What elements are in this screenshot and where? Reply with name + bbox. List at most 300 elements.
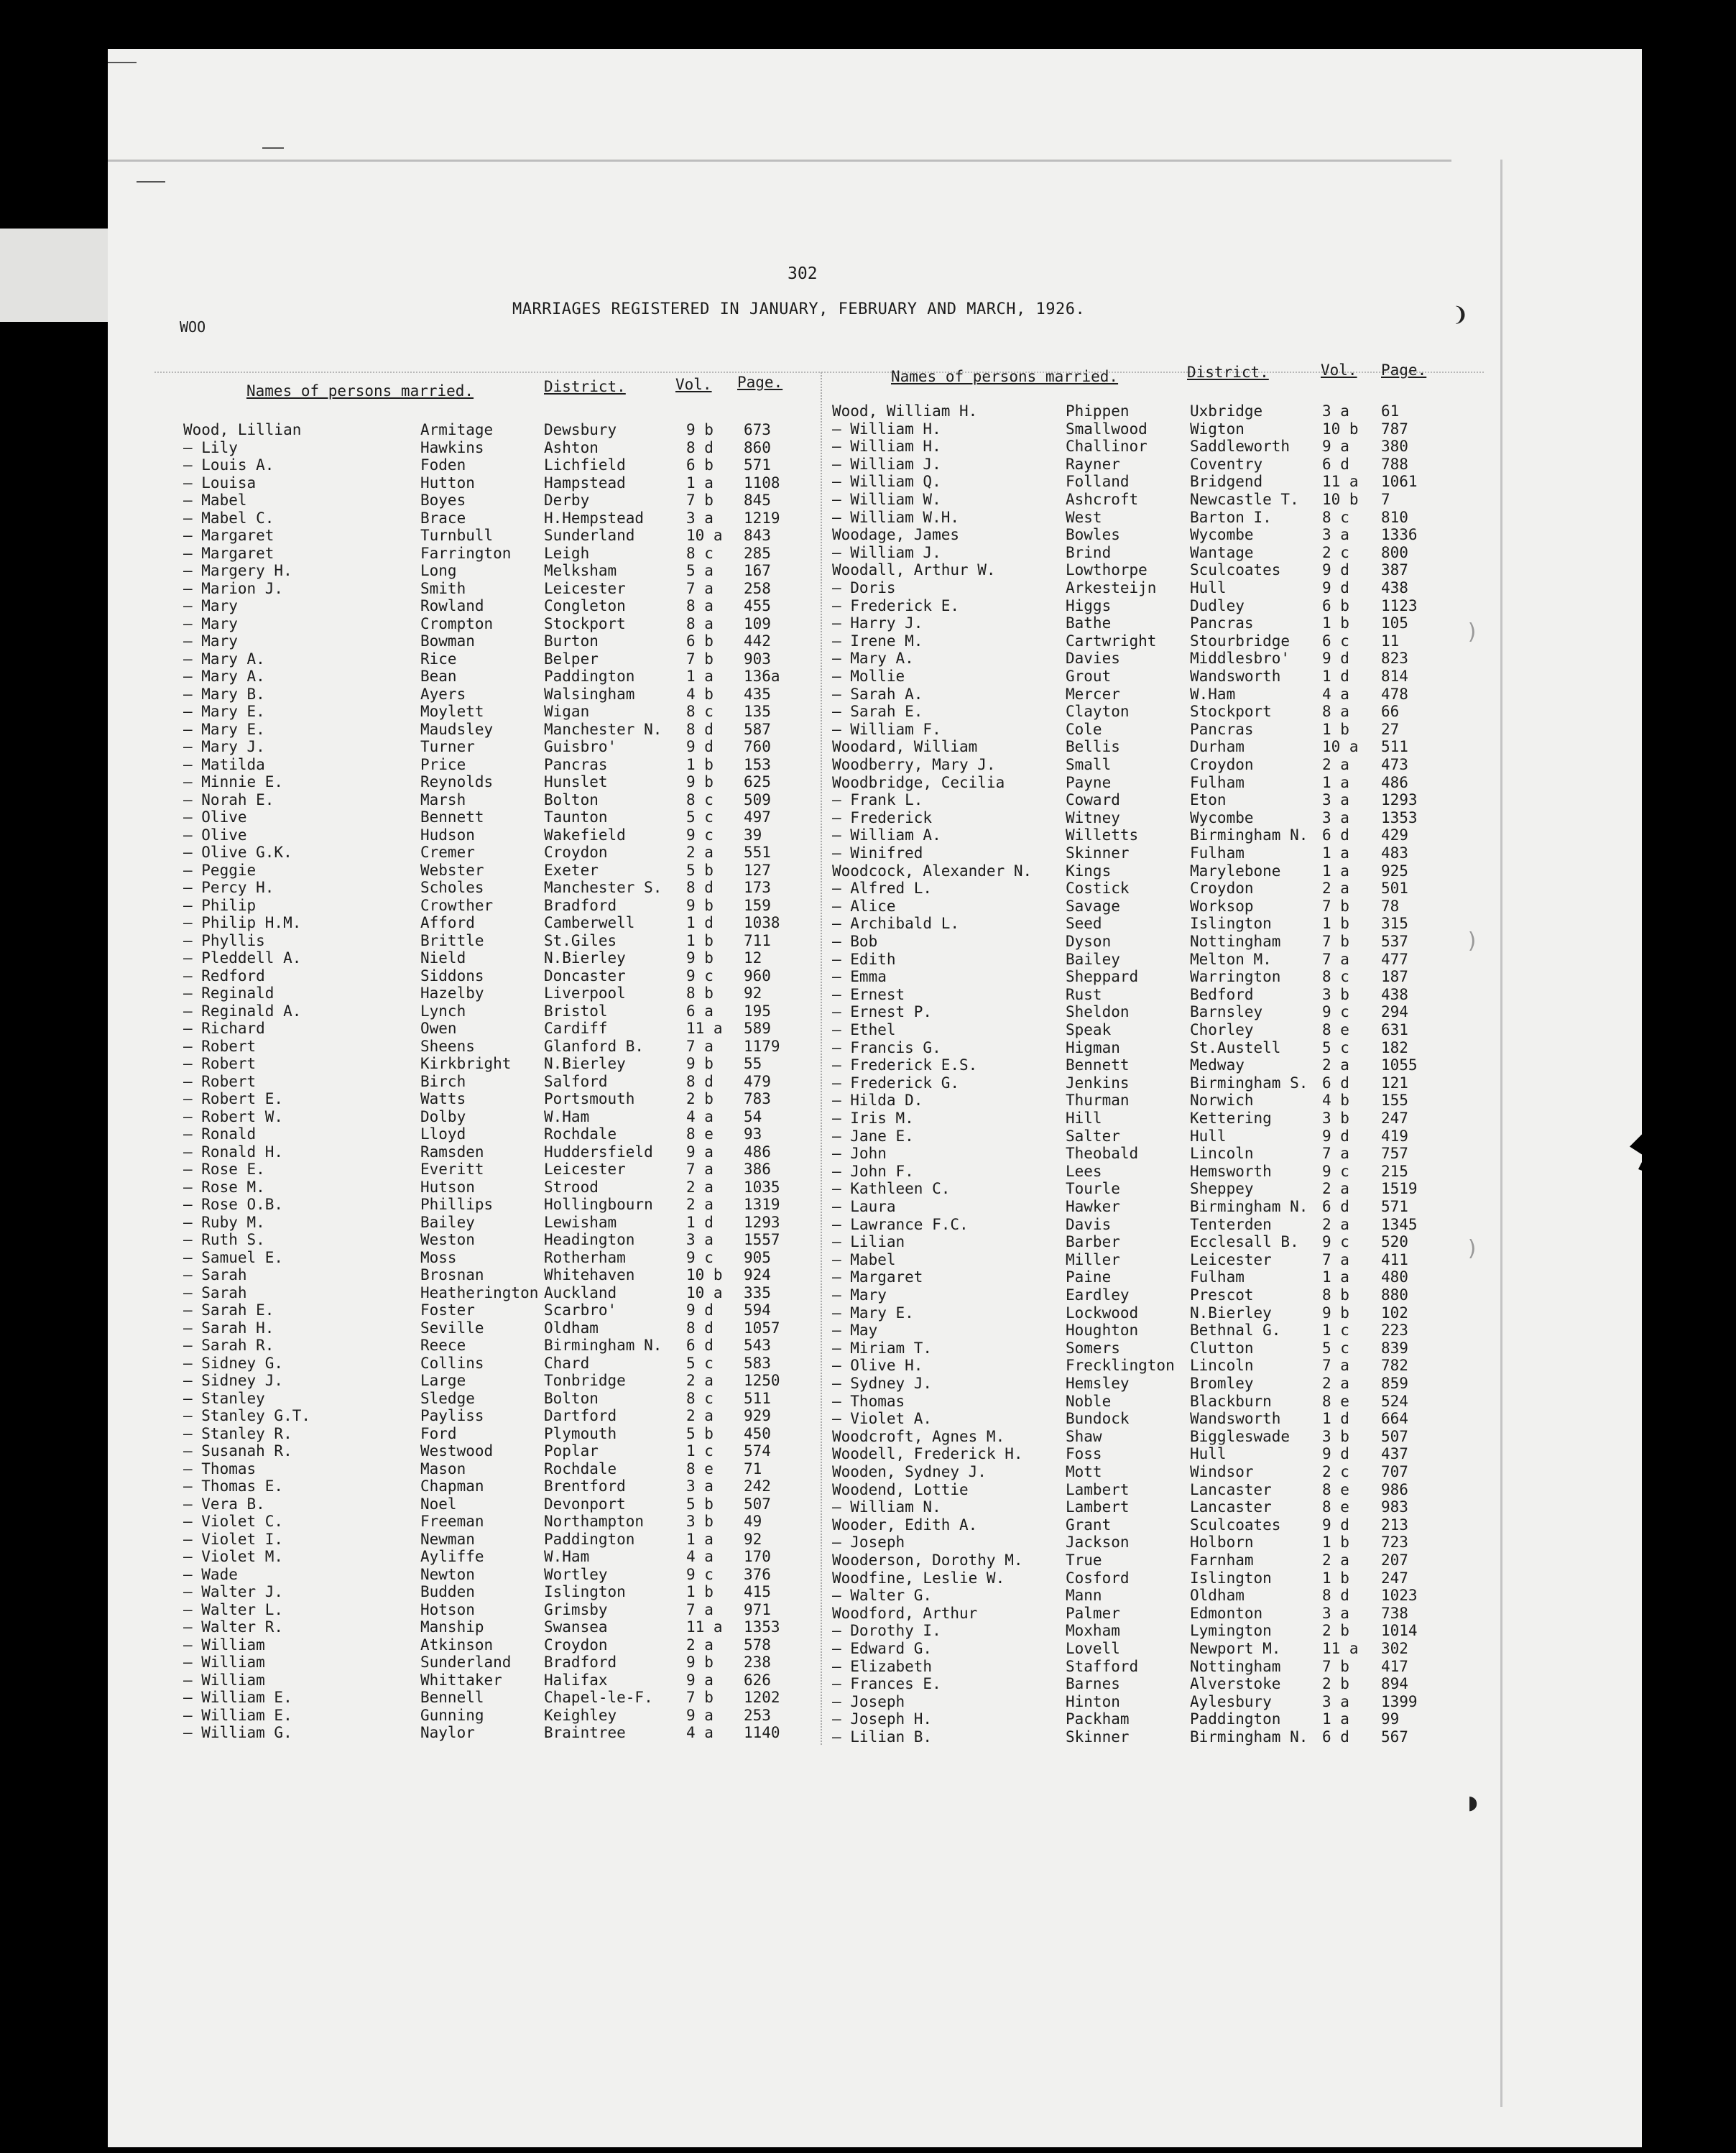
entry-name: Woodford, Arthur bbox=[832, 1604, 978, 1622]
entry-page: 207 bbox=[1381, 1552, 1408, 1569]
entry-vol: 2 a bbox=[686, 1407, 714, 1424]
entry-vol: 6 d bbox=[1322, 455, 1349, 473]
entry-vol: 8 d bbox=[686, 1072, 714, 1090]
entry-row bbox=[183, 492, 816, 509]
entry-page: 105 bbox=[1381, 614, 1408, 632]
entry-page: 435 bbox=[744, 685, 771, 703]
entry-name: — Robert bbox=[183, 1037, 257, 1055]
entry-vol: 1 b bbox=[1322, 614, 1349, 632]
entry-district: N.Bierley bbox=[544, 949, 626, 967]
entry-page: 507 bbox=[1381, 1427, 1408, 1445]
entry-row bbox=[183, 1601, 816, 1618]
header-district: District. bbox=[1187, 364, 1269, 381]
entry-page: 477 bbox=[1381, 950, 1408, 968]
entry-vol: 4 a bbox=[686, 1107, 714, 1125]
entry-page: 787 bbox=[1381, 420, 1408, 438]
entry-row bbox=[183, 1284, 816, 1301]
entry-spouse: Cartwright bbox=[1066, 632, 1157, 650]
entry-name: — Lilian B. bbox=[832, 1728, 933, 1746]
entry-name: — Iris M. bbox=[832, 1110, 914, 1127]
entry-name: — Richard bbox=[183, 1020, 265, 1037]
entry-row bbox=[183, 545, 816, 562]
entry-district: Wigan bbox=[544, 703, 590, 720]
entry-vol: 1 b bbox=[1322, 720, 1349, 738]
entry-page: 511 bbox=[1381, 738, 1408, 756]
entry-name: — Reginald A. bbox=[183, 1002, 302, 1020]
entry-district: Ecclesall B. bbox=[1190, 1233, 1299, 1251]
entry-name: — Percy H. bbox=[183, 879, 274, 896]
entry-row bbox=[183, 1161, 816, 1178]
entry-district: Birmingham N. bbox=[1190, 1198, 1308, 1215]
entry-district: Chorley bbox=[1190, 1021, 1254, 1038]
entry-vol: 8 d bbox=[1322, 1587, 1349, 1605]
entry-page: 238 bbox=[744, 1654, 771, 1671]
entry-page: 1250 bbox=[744, 1372, 780, 1389]
margin-tick bbox=[137, 181, 165, 183]
entry-district: Croydon bbox=[1190, 756, 1254, 773]
entry-vol: 6 d bbox=[1322, 1728, 1349, 1746]
entry-page: 419 bbox=[1381, 1127, 1408, 1145]
entry-vol: 3 a bbox=[1322, 808, 1349, 826]
entry-name: — Mary E. bbox=[183, 703, 265, 720]
entry-district: Barton I. bbox=[1190, 508, 1272, 526]
entry-row bbox=[183, 632, 816, 650]
entry-district: Lewisham bbox=[544, 1213, 617, 1231]
entry-spouse: Lees bbox=[1066, 1162, 1102, 1180]
entry-name: — Stanley R. bbox=[183, 1424, 292, 1442]
entry-page: 631 bbox=[1381, 1021, 1408, 1038]
entry-page: 93 bbox=[744, 1125, 762, 1143]
entry-row bbox=[832, 1074, 1464, 1092]
entry-district: Cardiff bbox=[544, 1020, 608, 1037]
entry-district: Stockport bbox=[1190, 703, 1272, 721]
entry-district: Guisbro' bbox=[544, 738, 617, 755]
entry-row bbox=[832, 1498, 1464, 1516]
entry-page: 386 bbox=[744, 1161, 771, 1178]
entry-page: 925 bbox=[1381, 862, 1408, 880]
entry-vol: 1 a bbox=[1322, 844, 1349, 862]
entry-spouse: Rayner bbox=[1066, 455, 1120, 473]
entry-vol: 9 d bbox=[1322, 561, 1349, 579]
entry-page: 1014 bbox=[1381, 1622, 1418, 1640]
entry-name: — Elizabeth bbox=[832, 1657, 933, 1675]
entry-page: 109 bbox=[744, 614, 771, 632]
entry-name: — Mary bbox=[832, 1286, 887, 1304]
entry-vol: 8 c bbox=[686, 703, 714, 720]
entry-page: 473 bbox=[1381, 756, 1408, 773]
entry-spouse: Seed bbox=[1066, 915, 1102, 933]
entry-name: — Hilda D. bbox=[832, 1092, 923, 1110]
entry-row bbox=[183, 932, 816, 949]
entry-spouse: Paine bbox=[1066, 1268, 1112, 1286]
entry-page: 215 bbox=[1381, 1162, 1408, 1180]
entry-name: — Mollie bbox=[832, 668, 905, 685]
entry-district: Dartford bbox=[544, 1407, 617, 1424]
entry-spouse: Salter bbox=[1066, 1127, 1120, 1145]
entry-name: — Sidney G. bbox=[183, 1354, 284, 1372]
entry-name: — William N. bbox=[832, 1498, 941, 1516]
entry-name: — Lilian bbox=[832, 1233, 905, 1251]
entry-spouse: Bennell bbox=[420, 1689, 484, 1706]
entry-page: 760 bbox=[744, 738, 771, 755]
entry-name: — Wade bbox=[183, 1565, 238, 1583]
entry-vol: 10 a bbox=[686, 527, 723, 544]
entry-district: Wycombe bbox=[1190, 808, 1254, 826]
entry-spouse: Boyes bbox=[420, 492, 466, 509]
entry-spouse: Small bbox=[1066, 756, 1112, 773]
entry-row bbox=[832, 791, 1464, 808]
entry-name: — Violet C. bbox=[183, 1513, 284, 1530]
entry-spouse: Tourle bbox=[1066, 1180, 1120, 1198]
entry-vol: 1 a bbox=[1322, 1710, 1349, 1728]
entry-page: 442 bbox=[744, 632, 771, 650]
entry-vol: 9 d bbox=[1322, 1516, 1349, 1534]
entry-district: St.Austell bbox=[1190, 1038, 1281, 1056]
entry-vol: 9 d bbox=[1322, 1127, 1349, 1145]
entry-district: Braintree bbox=[544, 1724, 626, 1741]
entry-district: Newport M. bbox=[1190, 1640, 1281, 1657]
entry-page: 1057 bbox=[744, 1319, 780, 1337]
entry-page: 543 bbox=[744, 1337, 771, 1354]
entry-spouse: Ayers bbox=[420, 685, 466, 703]
entry-page: 1353 bbox=[744, 1618, 780, 1636]
entry-district: Lincoln bbox=[1190, 1145, 1254, 1163]
entry-spouse: Manship bbox=[420, 1618, 484, 1636]
entry-vol: 2 a bbox=[1322, 1180, 1349, 1198]
entry-spouse: Barnes bbox=[1066, 1675, 1120, 1693]
entry-district: Manchester N. bbox=[544, 720, 662, 738]
entry-spouse: Bowman bbox=[420, 632, 475, 650]
entry-vol: 9 a bbox=[686, 1143, 714, 1161]
entry-row bbox=[832, 1393, 1464, 1410]
entry-spouse: Birch bbox=[420, 1072, 466, 1090]
section-code: WOO bbox=[180, 318, 206, 336]
entry-vol: 7 a bbox=[1322, 1357, 1349, 1375]
entry-vol: 1 c bbox=[1322, 1322, 1349, 1340]
entry-name: — Mary A. bbox=[183, 650, 265, 668]
entry-spouse: Higman bbox=[1066, 1038, 1120, 1056]
entry-row bbox=[183, 686, 816, 703]
entry-name: — Lily bbox=[183, 438, 238, 456]
entry-row bbox=[832, 1340, 1464, 1357]
entry-name: — May bbox=[832, 1322, 878, 1340]
entry-row bbox=[183, 1020, 816, 1037]
entry-vol: 11 a bbox=[1322, 473, 1359, 491]
entry-district: Brentford bbox=[544, 1477, 626, 1495]
entry-district: Nottingham bbox=[1190, 1657, 1281, 1675]
entry-spouse: Hill bbox=[1066, 1110, 1102, 1127]
entry-spouse: Witney bbox=[1066, 808, 1120, 826]
entry-spouse: Skinner bbox=[1066, 1728, 1130, 1746]
entry-spouse: Eardley bbox=[1066, 1286, 1130, 1304]
entry-page: 1399 bbox=[1381, 1692, 1418, 1710]
entry-vol: 7 b bbox=[1322, 897, 1349, 915]
entry-spouse: Davies bbox=[1066, 650, 1120, 668]
entry-district: Sunderland bbox=[544, 527, 635, 544]
entry-row bbox=[183, 1125, 816, 1143]
entry-vol: 7 b bbox=[686, 492, 714, 509]
entry-row bbox=[832, 686, 1464, 703]
entry-spouse: Jenkins bbox=[1066, 1074, 1130, 1092]
entry-vol: 6 c bbox=[1322, 632, 1349, 650]
entry-name: — Mary bbox=[183, 614, 238, 632]
entry-page: 711 bbox=[744, 931, 771, 949]
entry-name: — John F. bbox=[832, 1162, 914, 1180]
entry-district: Norwich bbox=[1190, 1092, 1254, 1110]
frame-line-top bbox=[108, 160, 1451, 162]
entry-row bbox=[183, 1214, 816, 1231]
entry-spouse: Noel bbox=[420, 1495, 457, 1513]
entry-spouse: Moss bbox=[420, 1248, 457, 1266]
entry-name: — Mary E. bbox=[183, 720, 265, 738]
entry-page: 170 bbox=[744, 1548, 771, 1565]
entry-name: — Walter R. bbox=[183, 1618, 284, 1636]
entry-vol: 5 c bbox=[686, 808, 714, 826]
entry-district: Rochdale bbox=[544, 1460, 617, 1477]
entry-row bbox=[183, 808, 816, 826]
entry-vol: 1 d bbox=[686, 1213, 714, 1231]
entry-row bbox=[183, 1460, 816, 1477]
entry-district: Lichfield bbox=[544, 456, 626, 474]
entry-row bbox=[183, 1301, 816, 1319]
entry-district: Sheppey bbox=[1190, 1180, 1254, 1198]
entry-vol: 8 c bbox=[686, 1389, 714, 1407]
entry-name: Wooderson, Dorothy M. bbox=[832, 1552, 1023, 1569]
entry-district: Hunslet bbox=[544, 773, 608, 790]
entry-district: Leicester bbox=[1190, 1250, 1272, 1268]
entry-row bbox=[832, 986, 1464, 1003]
entry-name: — Bob bbox=[832, 933, 878, 950]
entry-name: — Mary bbox=[183, 597, 238, 614]
entry-row bbox=[183, 1337, 816, 1354]
entry-row bbox=[832, 668, 1464, 685]
entry-vol: 7 a bbox=[686, 1600, 714, 1618]
entry-vol: 2 a bbox=[686, 1636, 714, 1654]
entry-name: — Rose O.B. bbox=[183, 1196, 284, 1213]
entry-page: 1023 bbox=[1381, 1587, 1418, 1605]
entry-page: 12 bbox=[744, 949, 762, 967]
entry-spouse: Brittle bbox=[420, 931, 484, 949]
entry-district: Dewsbury bbox=[544, 421, 617, 438]
punch-hole-icon: ) bbox=[1466, 1236, 1479, 1261]
entry-spouse: Mann bbox=[1066, 1587, 1102, 1605]
entry-vol: 10 b bbox=[1322, 491, 1359, 508]
entry-district: Hemsworth bbox=[1190, 1162, 1272, 1180]
entry-district: Taunton bbox=[544, 808, 608, 826]
entry-name: — Robert bbox=[183, 1072, 257, 1090]
entry-spouse: Speak bbox=[1066, 1021, 1112, 1038]
entry-vol: 3 a bbox=[686, 1477, 714, 1495]
entry-spouse: Barber bbox=[1066, 1233, 1120, 1251]
entry-spouse: Everitt bbox=[420, 1161, 484, 1178]
entry-name: — Joseph H. bbox=[832, 1710, 933, 1728]
entry-page: 845 bbox=[744, 492, 771, 509]
entry-spouse: Mercer bbox=[1066, 685, 1120, 703]
entry-page: 1179 bbox=[744, 1037, 780, 1055]
entry-district: Burton bbox=[544, 632, 599, 650]
entry-vol: 2 a bbox=[1322, 1056, 1349, 1074]
entry-row bbox=[832, 933, 1464, 950]
entry-vol: 10 b bbox=[686, 1266, 723, 1283]
entry-spouse: Crompton bbox=[420, 614, 494, 632]
entry-page: 551 bbox=[744, 844, 771, 861]
entry-row bbox=[183, 844, 816, 861]
entry-vol: 9 a bbox=[686, 1671, 714, 1689]
entry-page: 1035 bbox=[744, 1178, 780, 1196]
entry-row bbox=[183, 738, 816, 755]
entry-spouse: Lockwood bbox=[1066, 1304, 1139, 1322]
entry-page: 247 bbox=[1381, 1110, 1408, 1127]
entry-district: Prescot bbox=[1190, 1286, 1254, 1304]
entry-district: Bolton bbox=[544, 1389, 599, 1407]
entry-row bbox=[832, 756, 1464, 773]
entry-spouse: Hutton bbox=[420, 474, 475, 492]
entry-page: 839 bbox=[1381, 1339, 1408, 1357]
entry-page: 814 bbox=[1381, 668, 1408, 685]
entry-page: 571 bbox=[744, 456, 771, 474]
entry-row bbox=[183, 1513, 816, 1530]
entry-page: 55 bbox=[744, 1055, 762, 1072]
entry-district: Scarbro' bbox=[544, 1301, 617, 1319]
entry-vol: 5 b bbox=[686, 1495, 714, 1513]
entry-vol: 1 a bbox=[686, 1530, 714, 1548]
entry-name: — William A. bbox=[832, 826, 941, 844]
entry-spouse: Dolby bbox=[420, 1107, 466, 1125]
entry-page: 589 bbox=[744, 1020, 771, 1037]
entry-name: — Francis G. bbox=[832, 1038, 941, 1056]
entry-vol: 8 e bbox=[686, 1460, 714, 1477]
entry-row bbox=[183, 1249, 816, 1266]
entry-district: Camberwell bbox=[544, 914, 635, 931]
entry-vol: 8 c bbox=[1322, 508, 1349, 526]
entry-spouse: Sledge bbox=[420, 1389, 475, 1407]
entry-page: 1108 bbox=[744, 474, 780, 492]
entry-district: Nottingham bbox=[1190, 933, 1281, 950]
entry-spouse: Armitage bbox=[420, 421, 494, 438]
entry-name: — Mary A. bbox=[183, 668, 265, 685]
entry-spouse: Chapman bbox=[420, 1477, 484, 1495]
entry-district: Wantage bbox=[1190, 543, 1254, 561]
entry-district: Pancras bbox=[544, 755, 608, 773]
entry-page: 929 bbox=[744, 1407, 771, 1424]
entry-vol: 1 a bbox=[686, 474, 714, 492]
entry-district: Congleton bbox=[544, 597, 626, 614]
entry-district: Birmingham S. bbox=[1190, 1074, 1308, 1092]
entry-name: — Sarah A. bbox=[832, 685, 923, 703]
entry-page: 66 bbox=[1381, 703, 1400, 721]
entry-name: — Sidney J. bbox=[183, 1372, 284, 1389]
entry-page: 1219 bbox=[744, 509, 780, 527]
entry-row bbox=[183, 1002, 816, 1020]
entry-row bbox=[832, 1675, 1464, 1692]
entry-row bbox=[832, 1640, 1464, 1657]
entry-name: — Harry J. bbox=[832, 614, 923, 632]
entry-page: 1123 bbox=[1381, 596, 1418, 614]
entry-row bbox=[183, 1355, 816, 1372]
entry-vol: 2 a bbox=[1322, 756, 1349, 773]
entry-spouse: Hazelby bbox=[420, 985, 484, 1002]
entry-page: 483 bbox=[1381, 844, 1408, 862]
entry-district: Headington bbox=[544, 1231, 635, 1248]
entry-spouse: Budden bbox=[420, 1583, 475, 1600]
entry-district: Swansea bbox=[544, 1618, 608, 1636]
entry-row bbox=[832, 1216, 1464, 1233]
entry-vol: 6 b bbox=[686, 456, 714, 474]
entry-page: 411 bbox=[1381, 1250, 1408, 1268]
entry-district: Hull bbox=[1190, 579, 1227, 596]
entry-row bbox=[832, 526, 1464, 543]
entry-page: 1557 bbox=[744, 1231, 780, 1248]
entry-name: — Louisa bbox=[183, 474, 257, 492]
entry-vol: 5 c bbox=[1322, 1339, 1349, 1357]
entry-district: Paddington bbox=[1190, 1710, 1281, 1728]
entry-name: — Mabel C. bbox=[183, 509, 274, 527]
entry-spouse: Costick bbox=[1066, 880, 1130, 898]
entry-spouse: Lovell bbox=[1066, 1640, 1120, 1657]
entry-row bbox=[832, 544, 1464, 561]
entry-name: Woodcroft, Agnes M. bbox=[832, 1427, 1005, 1445]
entry-page: 417 bbox=[1381, 1657, 1408, 1675]
entry-name: — Sarah bbox=[183, 1266, 247, 1283]
entry-name: Woodberry, Mary J. bbox=[832, 756, 996, 773]
entry-vol: 6 d bbox=[1322, 826, 1349, 844]
entry-spouse: Noble bbox=[1066, 1392, 1112, 1410]
entry-district: Wortley bbox=[544, 1565, 608, 1583]
entry-name: — Philip H.M. bbox=[183, 914, 302, 931]
entry-vol: 8 d bbox=[686, 879, 714, 896]
entry-page: 511 bbox=[744, 1389, 771, 1407]
entry-name: — Mary E. bbox=[832, 1304, 914, 1322]
entry-vol: 7 a bbox=[1322, 1250, 1349, 1268]
entry-vol: 1 c bbox=[686, 1442, 714, 1460]
entry-district: Sculcoates bbox=[1190, 1516, 1281, 1534]
entry-vol: 8 d bbox=[686, 438, 714, 456]
entry-page: 121 bbox=[1381, 1074, 1408, 1092]
entry-name: — Rose E. bbox=[183, 1161, 265, 1178]
entry-name: — Robert bbox=[183, 1055, 257, 1072]
entry-page: 450 bbox=[744, 1424, 771, 1442]
entry-district: Oldham bbox=[1190, 1587, 1245, 1605]
entry-vol: 9 c bbox=[1322, 1233, 1349, 1251]
entry-vol: 6 a bbox=[686, 1002, 714, 1020]
entry-district: Dudley bbox=[1190, 596, 1245, 614]
punch-hole-icon: ◗ bbox=[1466, 1788, 1481, 1817]
entry-vol: 8 b bbox=[686, 985, 714, 1002]
entry-name: — Mabel bbox=[832, 1250, 896, 1268]
entry-district: W.Ham bbox=[1190, 685, 1236, 703]
entry-district: Lancaster bbox=[1190, 1498, 1272, 1516]
entry-district: Croydon bbox=[544, 1636, 608, 1654]
entry-name: — Margery H. bbox=[183, 562, 292, 579]
entry-row bbox=[832, 1569, 1464, 1587]
entry-row bbox=[183, 1266, 816, 1283]
entry-spouse: Kings bbox=[1066, 862, 1112, 880]
entry-vol: 8 a bbox=[686, 597, 714, 614]
entry-row bbox=[183, 1319, 816, 1337]
entry-vol: 9 a bbox=[686, 1706, 714, 1724]
entry-row bbox=[183, 1531, 816, 1548]
entry-row bbox=[832, 1552, 1464, 1569]
entry-district: Liverpool bbox=[544, 985, 626, 1002]
entry-name: Wood, Lillian bbox=[183, 421, 302, 438]
entry-name: — William W. bbox=[832, 491, 941, 508]
entry-spouse: Lambert bbox=[1066, 1498, 1130, 1516]
entry-vol: 1 b bbox=[686, 1583, 714, 1600]
entry-page: 673 bbox=[744, 421, 771, 438]
entry-vol: 8 d bbox=[686, 1319, 714, 1337]
entry-page: 213 bbox=[1381, 1516, 1408, 1534]
entry-district: Pancras bbox=[1190, 614, 1254, 632]
